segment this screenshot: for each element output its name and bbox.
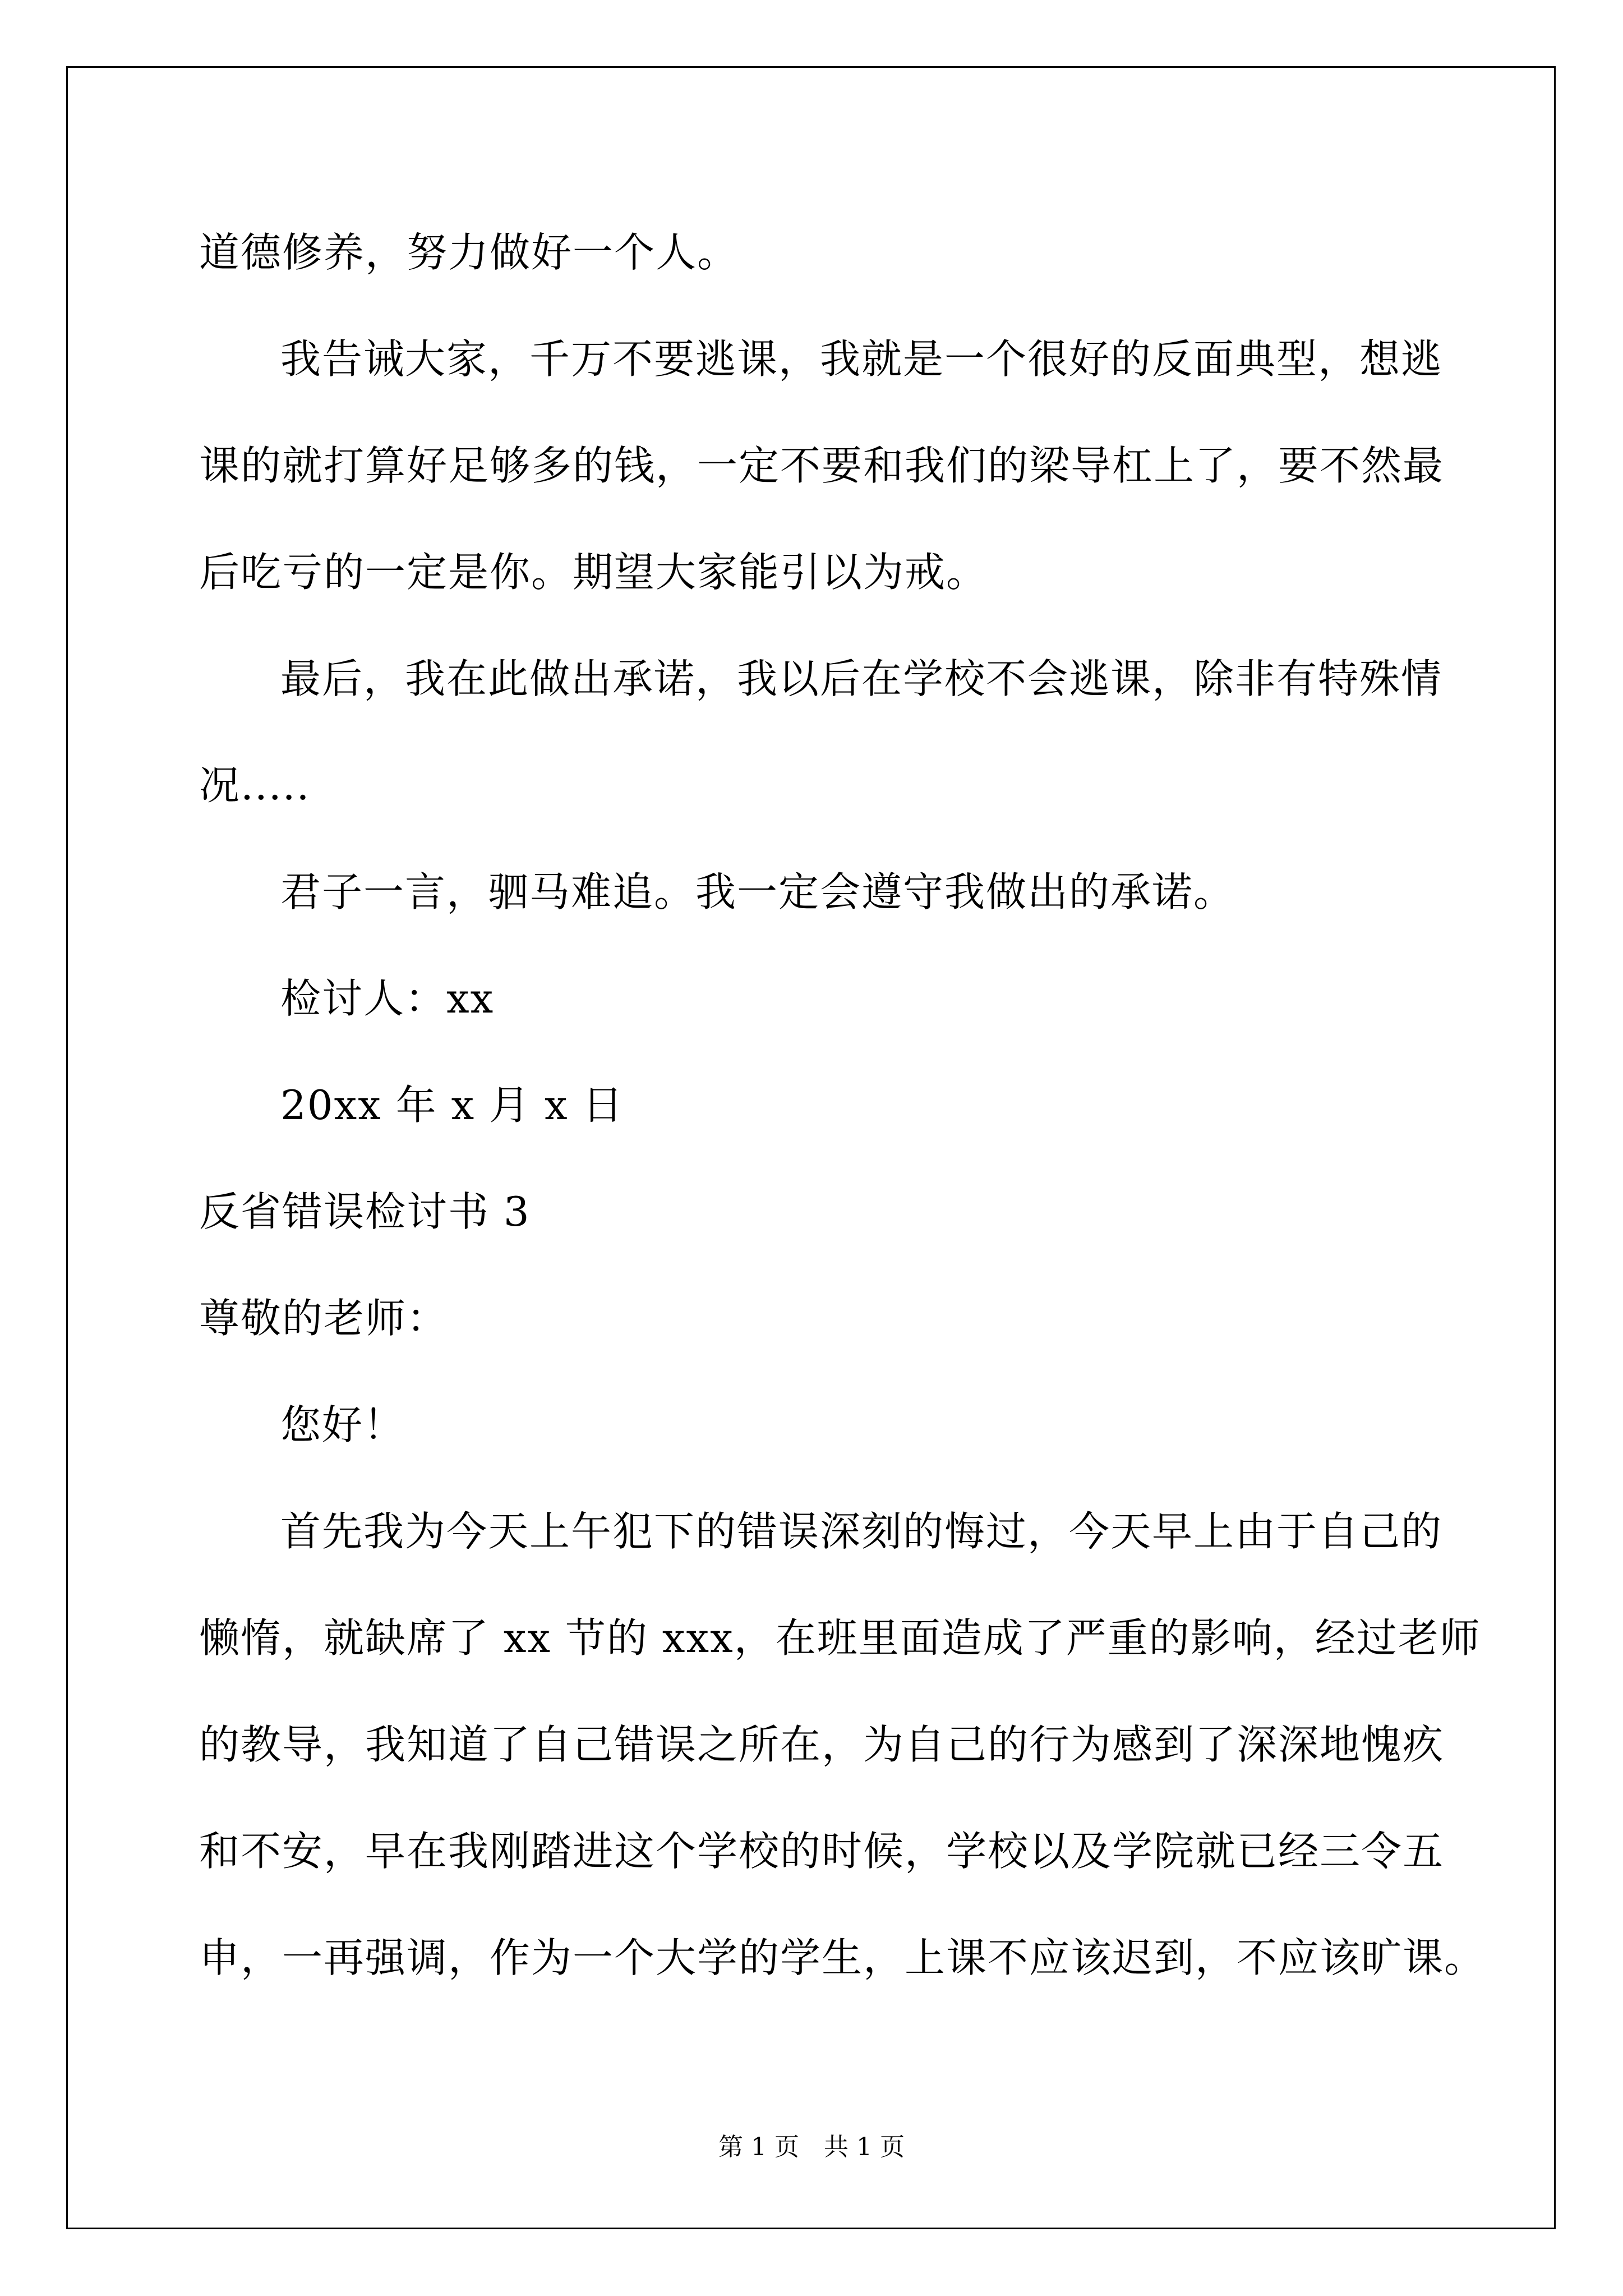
text-line: 后吃亏的一定是你。期望大家能引以为戒。 bbox=[199, 549, 988, 596]
page-footer: 第 1 页 共 1 页 bbox=[718, 2133, 905, 2161]
date-line: 20xx 年 x 月 x 日 bbox=[280, 1082, 624, 1129]
text-line: 课的就打算好足够多的钱，一定不要和我们的梁导杠上了，要不然最 bbox=[199, 442, 1445, 489]
text-line: 我告诫大家，千万不要逃课，我就是一个很好的反面典型，想逃 bbox=[280, 335, 1443, 383]
section-title: 反省错误检讨书 3 bbox=[199, 1188, 531, 1235]
text-line: 的教导，我知道了自己错误之所在，为自己的行为感到了深深地愧疚 bbox=[199, 1721, 1445, 1768]
text-line: 首先我为今天上午犯下的错误深刻的悔过，今天早上由于自己的 bbox=[280, 1508, 1443, 1555]
text-line: 和不安，早在我刚踏进这个学校的时候，学校以及学院就已经三令五 bbox=[199, 1828, 1445, 1875]
text-line: 懒惰，就缺席了 xx 节的 xxx，在班里面造成了严重的影响，经过老师 bbox=[199, 1614, 1481, 1662]
text-line: 申，一再强调，作为一个大学的学生，上课不应该迟到，不应该旷课。 bbox=[199, 1934, 1486, 1981]
text-line: 况..... bbox=[199, 762, 311, 809]
greeting: 您好！ bbox=[280, 1401, 405, 1448]
text-line: 君子一言，驷马难追。我一定会遵守我做出的承诺。 bbox=[280, 868, 1235, 915]
page-border bbox=[66, 66, 1556, 2229]
text-line: 道德修养，努力做好一个人。 bbox=[199, 229, 739, 276]
text-line: 最后，我在此做出承诺，我以后在学校不会逃课，除非有特殊情 bbox=[280, 655, 1443, 702]
signer-line: 检讨人：xx bbox=[280, 975, 495, 1022]
salutation: 尊敬的老师： bbox=[199, 1295, 449, 1342]
